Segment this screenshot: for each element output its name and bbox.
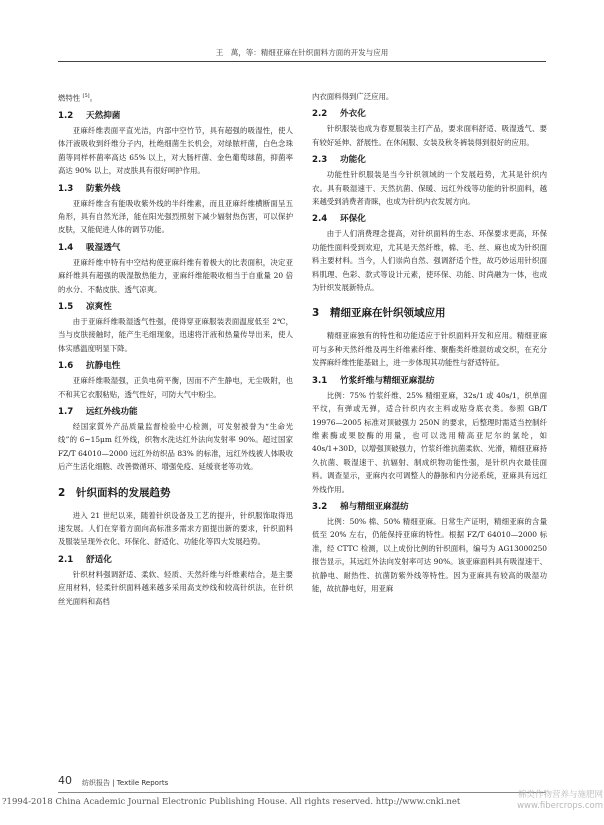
subsection-heading	[58, 359, 293, 373]
header-rule	[58, 61, 546, 62]
body-paragraph: 比例：50% 棉、50% 精细亚麻。日常生产证明，精细亚麻的含量低至 20% 左右，仍能保持亚麻的特性。根据 FZ/T 64010—2000 标准，经 CTTC 检测，以上成份比例的针织面料，编号为 AG13000250 报告显示，其远红外法向发射率可达 90%。该亚麻面料具有吸湿速干、抗静电、耐热性、抗菌防紫外线等特性。因为亚麻具有较高的吸湿功能，故抗静电好，用亚麻	[312, 516, 547, 593]
heading-number: 1.4	[58, 242, 74, 253]
heading-text: 天然抑菌	[86, 110, 121, 121]
subsection-heading	[58, 300, 293, 314]
heading-text: 吸湿透气	[86, 242, 121, 253]
heading-number: 1.6	[58, 361, 74, 372]
copyright-line: ?1994-2018 China Academic Journal Electronic Publishing House. All rights reserved. http://www.cnki.net	[2, 797, 461, 807]
heading-number: 3	[312, 307, 320, 320]
body-paragraph: 由于人们消费理念提高，对针织面料的生态、环保要求更高，环保功能性面料受到欢迎，尤其是天然纤维，棉、毛、丝、麻也成为针织面料主要材料。当今，人们崇尚自然、强调舒适个性，故巧妙运用针织面料肌理、色彩、款式等设计元素，使环保、功能、时尚融为一体，也成为针织发展新特点。	[312, 229, 547, 293]
body-paragraph: 亚麻纤维含有能吸收紫外线的半纤维素，而且亚麻纤维横断面呈五角形，具有自然光泽，能在阳光强烈照射下减少辐射热伤害，可以保护皮肤，又能促进人体的调节功能。	[58, 198, 293, 235]
heading-text: 精细亚麻在针织领域应用	[330, 307, 446, 320]
page-number: 40	[58, 774, 72, 787]
body-paragraph: 燃特性 [5]。	[58, 93, 98, 103]
section-heading	[58, 485, 293, 501]
subsection-heading	[58, 182, 293, 196]
heading-text: 针织面料的发展趋势	[76, 486, 171, 499]
running-header: 王 萬，等：精细亚麻在针织面料方面的开发与应用	[215, 48, 389, 57]
body-paragraph: 亚麻纤维表面平直光洁，内部中空竹节，具有超强的吸湿性，使人体汗液吸收到纤维分子内，杜绝细菌生长机会，对绿脓杆菌，白色念珠菌等同样杯菌率高达 65% 以上，对大肠杆菌、金色葡萄球菌，抑菌率高达 90% 以上，对皮肤具有很好呵护作用。	[58, 125, 293, 176]
heading-text: 防紫外线	[86, 183, 121, 194]
body-paragraph: 亚麻纤维吸湿强，正负电荷平衡，因而不产生静电，无尘吸附，也不和其它衣服粘贴，透气性好，可防大气中粉尘。	[58, 376, 293, 399]
body-paragraph: 由于亚麻纤维吸湿透气性强，使得穿亚麻服装表面温度低至 2℃，当与皮肤接触时，能产生毛细现象，迅速将汗液和热量传导出来，使人体实感温度明显下降。	[58, 316, 293, 353]
heading-number: 2.1	[58, 554, 74, 565]
citation-ref: [5]	[82, 93, 90, 99]
subsection-heading	[312, 107, 547, 121]
watermark-line: www.fibercrops.com	[517, 801, 603, 811]
section-heading	[312, 305, 547, 321]
body-paragraph: 针织服装也成为春夏服装主打产品，要求面料舒适、吸湿透气、要有较好延伸、舒展性。在休闲服、女装及秋冬裤装得到很好的应用。	[312, 124, 547, 147]
watermark	[505, 790, 603, 812]
subsection-heading	[58, 109, 293, 123]
heading-text: 舒适化	[86, 554, 112, 565]
subsection-heading	[58, 241, 293, 255]
heading-number: 1.2	[58, 110, 74, 121]
body-paragraph: 比例：75% 竹浆纤维、25% 精细亚麻，32s/1 或 40s/1，织单面平纹，有弹或无弹，适合针织内衣主料或贴身底衣类。参照 GB/T 19976—2005 标准对顶破强力 250N 的要求，后整理时需适当控制纤维素酶或果胶酶的用量，也可以选用精高亚尼尔的氯纶，如 40s/1+30D，以增强顶破强力，竹浆纤维抗菌柔软、光滑，精细亚麻持久抗菌、吸湿速干、抗辐射、制成织物功能性强，是针织内衣最佳面料。调查显示，亚麻内衣可调整人的静脉和内分泌系统，亚麻具有远红外线作用。	[312, 390, 547, 494]
right-column	[312, 90, 547, 595]
body-paragraph: 针织材料强调舒适、柔软、轻质、天然纤维与纤维素结合，是主要应用材料，轻柔针织面料越来越多采用高支纱线和较高针织法，在针织丝光面料和高档	[58, 569, 293, 606]
subsection-heading	[58, 553, 293, 567]
heading-text: 抗静电性	[86, 361, 121, 372]
subsection-heading	[312, 500, 547, 514]
heading-text: 功能化	[340, 155, 366, 166]
body-paragraph: 内衣面料得到广泛应用。	[312, 92, 394, 101]
heading-number: 1.7	[58, 406, 74, 417]
subsection-heading	[312, 153, 547, 167]
heading-number: 1.3	[58, 183, 74, 194]
heading-number: 2.2	[312, 109, 328, 120]
body-paragraph: 进入 21 世纪以来，随着针织设备及工艺的提升，针织服饰取得迅速发展。人们在穿着方面向高标准多需求方面提出新的要求，针织面料及服装呈现外衣化、环保化、舒适化、功能化等四大发展趋势。	[58, 510, 293, 547]
heading-text: 远红外线功能	[86, 406, 138, 417]
heading-number: 3.2	[312, 501, 328, 512]
subsection-heading	[312, 374, 547, 388]
heading-number: 2	[58, 486, 66, 499]
left-column	[58, 90, 293, 608]
body-paragraph: 亚麻纤维中特有中空结构使亚麻纤维有着极大的比表面积，决定亚麻纤维具有超强的吸湿散热能力，亚麻纤维能吸收相当于自重量 20 倍的水分、不黏皮肤、透气凉爽。	[58, 257, 293, 294]
heading-text: 凉爽性	[86, 301, 112, 312]
body-paragraph: 精细亚麻独有的特性和功能适应于针织面料开发和应用。精细亚麻可与多种天然纤维及再生纤维素纤维、聚酯类纤维混纺或交织，在充分发挥麻纤维性能基础上，进一步体现其功能性与舒适特征。	[312, 331, 547, 368]
body-paragraph: 功能性针织服装是当今针织领域的一个发展趋势，尤其是针织内衣。具有吸湿速干、天然抗菌、保暖、远红外线等功能的针织面料，越来越受到消费者青睐，也成为针织内衣发展方向。	[312, 170, 547, 207]
heading-number: 1.5	[58, 301, 74, 312]
heading-text: 外衣化	[340, 109, 366, 120]
heading-number: 3.1	[312, 375, 328, 386]
watermark-line: 棉类作物营养与施肥网	[517, 790, 603, 800]
heading-text: 竹浆纤维与精细亚麻混纺	[340, 375, 435, 386]
footer-rule	[58, 792, 546, 793]
body-paragraph: 经国家質外产品质量监督检验中心检测，可发射被誉为“生命光线”的 6~15μm 红外线，织物水洗达红外法向发射率 90%。超过国家 FZ/T 64010—2000 远红外纺织品 83% 的标准，远红外线被人体吸收后产生活化细胞、改善微循环、增强免疫、延缓衰老等功效。	[58, 421, 293, 472]
subsection-heading	[58, 405, 293, 419]
heading-text: 环保化	[340, 214, 366, 225]
heading-number: 2.3	[312, 155, 328, 166]
heading-number: 2.4	[312, 214, 328, 225]
journal-name: 纺织报告 | Textile Reports	[82, 779, 169, 787]
subsection-heading	[312, 212, 547, 226]
heading-text: 棉与精细亚麻混纺	[340, 501, 409, 512]
